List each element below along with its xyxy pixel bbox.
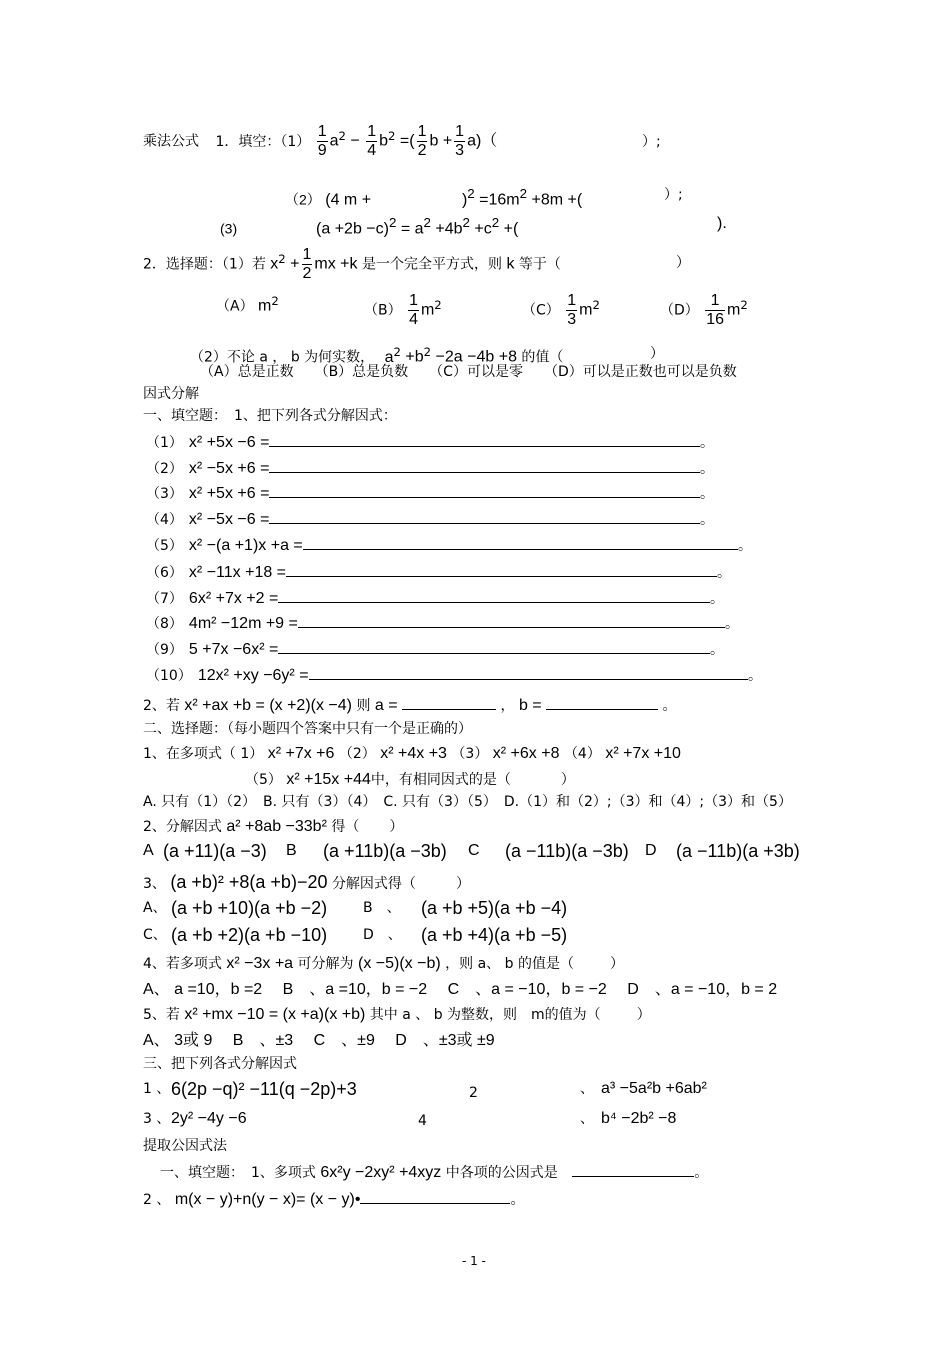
math-expr: x² +7x +10 [605,745,681,762]
q1-2-label: （2） [285,191,321,208]
answer-blank[interactable] [309,665,748,680]
math-expr: (a +11b)(a −3b) [323,841,447,861]
q2-2-text: 的值（ [521,349,564,366]
period: 。 [738,538,752,554]
superscript: 2 [271,294,279,308]
choice-5 [143,1006,651,1024]
superscript: 2 [491,215,500,230]
q1-label: 1．填空：（1） [215,133,311,150]
item-label: （9） [146,642,183,658]
fraction: $\frac{1}{16}$ [706,292,725,328]
math-term: m [258,297,272,315]
math-expr: +c [474,220,492,238]
factor-row-2 [143,1110,763,1128]
math-term: m [579,301,593,319]
item-label: （3） [146,486,183,502]
option-label: （D） [660,302,699,319]
math-expr: (a +11)(a −3) [163,841,267,861]
period: 。 [717,565,731,581]
math-expr: x² +mx −10 = (x +a)(x +b) [184,1006,366,1023]
q1-2-line [285,185,582,209]
text: 中，有相同因式的是（ [370,772,511,788]
option-label: （C） [522,302,560,319]
fill-item [146,509,714,529]
math-expr: a² +8ab −33b² [226,818,327,835]
text: ） [560,772,575,788]
item-label: （6） [146,565,183,581]
choice-2-options [143,842,843,860]
choice-4 [143,955,624,973]
page-number: - 1 - [462,1254,486,1268]
fill-item [146,432,714,452]
choice-1b [245,771,575,789]
math-term: m [420,301,435,319]
math-expr: x² −5x −6 = [188,511,270,528]
answer-blank[interactable] [278,588,710,603]
text: ） [609,956,624,972]
fraction: $\frac{1}{2}$ [302,246,312,282]
text: ，则 a、 b 的值是（ [445,956,574,972]
q2-2-options: （A）总是正数 （B）总是负数 （C）可以是零 （D）可以是正数也可以是负数 [200,364,737,380]
answer-blank[interactable] [269,509,700,524]
text: （3） [451,746,489,762]
text: 。 [694,1165,709,1181]
text: （4） [563,746,601,762]
math-expr: +( [503,220,519,238]
option-label: C、 [143,927,167,943]
math-term: b + [429,132,453,150]
math-expr: mx +k [314,255,358,273]
fill-item [146,562,731,582]
option-label: A、 [143,900,167,916]
math-term: a)（ [467,132,498,150]
fill-item [146,535,752,555]
text: 2、分解因式 [143,819,222,835]
q2-2-end: ） [650,346,664,362]
fraction: $\frac{1}{3}$ [567,292,577,328]
fill-q2 [143,695,677,715]
choice-5-options: A、 3或 9 B 、±3 C 、±9 D 、±3或 ±9 [143,1032,495,1049]
part3-heading: 三、把下列各式分解因式 [143,1056,297,1072]
math-expr: a³ −5a²b +6ab² [601,1080,707,1097]
option-label: （A） [216,298,254,315]
superscript: 2 [462,215,470,230]
superscript: 2 [423,215,431,230]
q2-line [143,246,561,283]
period: 。 [700,461,714,477]
math-term: m [727,301,741,319]
math-expr: x² +ax +b = (x +2)(x −4) [184,697,352,714]
factor-row-1 [143,1079,763,1101]
period: 。 [725,616,739,632]
math-expr: (a +b +10)(a +b −2) [171,898,328,918]
math-expr: b⁴ −2b² −8 [601,1110,677,1127]
q2-option-d [660,292,748,329]
math-expr: = a [400,220,424,238]
item-label: （4） [146,512,183,528]
q2-text: 是一个完全平方式，则 [361,256,502,273]
text: 。 [662,698,677,714]
answer-blank[interactable] [360,1189,510,1204]
text: 一、填空题： 1、多项式 [160,1165,316,1181]
answer-blank[interactable] [572,1162,694,1177]
math-expr: 6(2p −q)² −11(q −2p)+3 [171,1079,357,1099]
item-label: 3 、 [143,1111,171,1127]
q1-1-end: ）; [642,134,661,150]
item-label: 2 [469,1085,478,1101]
text: ） [455,876,470,892]
period: 。 [710,642,724,658]
part2-heading: 二、选择题：（每小题四个答案中只有一个是正确的） [143,721,472,737]
q1-3-label: (3) [220,220,238,237]
math-expr: 6x²y −2xy² +4xyz [320,1164,442,1181]
math-expr: 12x² +xy −6y² = [197,667,309,684]
math-expr: x² +5x −6 = [188,434,270,451]
text: 5、若 [143,1007,180,1023]
math-expr: 4m² −12m +9 = [188,615,298,632]
item-label: （5） [146,538,183,554]
text: （2） [338,746,376,762]
math-expr: −2a −4b +8 [435,348,517,366]
math-term: a [384,348,394,366]
answer-blank[interactable] [269,483,700,498]
item-label: 1 、 [143,1081,171,1097]
fraction: $\frac{1}{2}$ [417,123,427,159]
period: 。 [710,591,724,607]
math-expr: (a +b +5)(a +b −4) [421,898,568,918]
math-term: k [506,255,515,273]
math-expr: (a +b)² +8(a +b)−20 [170,872,328,892]
superscript: 2 [388,215,397,230]
option-label: C [468,842,480,859]
option-label: A [143,842,154,859]
math-expr: a = [374,697,398,714]
fraction: $\frac{1}{4}$ [409,292,418,328]
superscript: 2 [434,297,442,312]
option-label: B [286,842,297,859]
item-label: （8） [146,616,183,632]
option-label: D [645,842,657,859]
text: （5） [245,772,282,788]
math-expr: x² −5x +6 = [188,460,270,477]
math-expr: x² −3x +a [226,955,294,972]
superscript: 2 [388,128,396,143]
text: 2、若 [143,698,180,714]
period: 。 [700,435,714,451]
section-title-factorization: 因式分解 [143,386,199,402]
period: 。 [700,512,714,528]
math-expr: ) [461,191,468,209]
period: 。 [700,486,714,502]
q2-text: 等于（ [518,256,561,273]
text: 2 、 [143,1192,171,1208]
option-label: D 、 [363,927,402,943]
math-op: + [290,255,300,273]
text: ， [500,698,515,714]
math-expr: +8m +( [531,191,583,209]
math-term: +b [405,348,424,366]
q2-option-a [216,292,279,316]
math-expr: 2y² −4y −6 [171,1110,247,1127]
cf-q2 [143,1189,524,1209]
math-expr: (a −11b)(a +3b) [676,841,800,861]
math-expr: m(x − y)+n(y − x)= (x − y)• [174,1191,361,1208]
choice-1-options: A. 只有（1）（2） B. 只有（3）（4） C. 只有（3）（5） D.（1）和（2）;（3）和（4）;（3）和（5） [143,794,792,810]
fraction: $\frac{1}{9}$ [317,123,327,159]
option-label: （B） [364,302,402,319]
choice-2 [143,818,403,836]
item-label: 、 [580,1111,594,1127]
text: 其中 a 、 b 为整数，则 m的值为（ [369,1007,601,1023]
superscript: 2 [740,297,748,312]
answer-blank[interactable] [278,639,710,654]
text: 可分解为 [297,956,354,972]
answer-blank[interactable] [286,562,717,577]
math-expr: x² −11x +18 = [188,564,287,581]
math-term: b [379,132,389,150]
q2-option-b [364,292,442,329]
math-expr: (a −11b)(a −3b) [505,841,629,861]
math-op: − [350,132,360,150]
text: 1、在多项式（ 1） [143,746,264,762]
math-expr: (a +b +2)(a +b −10) [171,925,328,945]
item-label: （2） [146,461,183,477]
cf-q1 [160,1162,708,1182]
math-expr: b = [518,697,542,714]
answer-blank[interactable] [269,458,700,473]
text: 4、若多项式 [143,956,222,972]
text: 3、 [143,876,166,892]
item-label: 、 [580,1081,594,1097]
option-label: B 、 [363,900,401,916]
math-term: x [270,255,279,273]
fill-item [146,639,724,659]
q2-label: 2．选择题：（1）若 [143,256,266,273]
text: 中各项的公因式是 [445,1165,558,1181]
answer-blank[interactable] [269,432,700,447]
math-op: =( [399,132,415,150]
choice-3-options-ab [143,899,743,917]
math-expr: x² +15x +44 [286,771,371,788]
q1-3-end: ). [717,215,727,232]
item-label: （1） [146,435,183,451]
choice-3 [143,873,470,893]
superscript: 2 [338,128,346,143]
math-expr: (x −5)(x −b) [357,955,441,972]
math-expr: (4 m + [325,191,372,209]
answer-blank-b[interactable] [546,695,658,710]
math-expr: x² +6x +8 [492,745,560,762]
math-expr: +4b [435,220,463,238]
text: 。 [510,1192,525,1208]
answer-blank[interactable] [298,613,725,628]
q2-2-text: （2）不论 a ， b 为何实数， [190,349,375,366]
part1-heading: 一、填空题： 1、把下列各式分解因式： [143,408,397,424]
math-expr: x² +5x +6 = [188,485,270,502]
text: 则 [356,698,371,714]
q2-option-c [522,292,600,329]
answer-blank-a[interactable] [402,695,496,710]
math-term: a [329,132,339,150]
choice-1 [143,745,681,763]
answer-blank[interactable] [303,535,738,550]
item-label: 4 [418,1113,427,1129]
text: 得（ [331,819,360,835]
section-title-multiplication: 乘法公式 [143,133,199,150]
q1-1-line [143,123,497,160]
math-expr: =16m [479,191,520,209]
q1-3-line [220,214,518,238]
math-expr: 5 +7x −6x² = [188,641,279,658]
fraction: $\frac{1}{3}$ [455,123,465,159]
superscript: 2 [467,186,475,201]
math-expr: x² +7x +6 [267,745,335,762]
math-expr: x² −(a +1)x +a = [188,537,303,554]
fill-item [146,458,714,478]
item-label: （7） [146,591,183,607]
section-title-common-factor: 提取公因式法 [143,1138,227,1154]
superscript: 2 [519,186,528,201]
superscript: 2 [393,345,401,359]
fill-item [146,588,724,608]
choice-4-options: A、 a =10，b =2 B 、a =10，b = −2 C 、a = −10，b = −2 D 、a = −10，b = 2 [143,981,778,998]
period: 。 [748,668,762,684]
fraction: $\frac{1}{4}$ [367,123,377,159]
math-expr: x² +4x +3 [380,745,447,762]
fill-item [146,613,739,633]
math-expr: (a +2b −c) [316,220,389,238]
fill-item [146,665,762,685]
q2-end: ） [676,255,690,271]
math-expr: (a +b +4)(a +b −5) [421,925,568,945]
superscript: 2 [278,251,286,266]
superscript: 2 [592,297,600,312]
superscript: 2 [423,345,432,359]
fill-item [146,483,714,503]
choice-3-options-cd [143,926,743,944]
text: 分解因式得（ [331,876,416,892]
item-label: （10） [146,668,192,684]
text: ） [636,1007,651,1023]
math-expr: 6x² +7x +2 = [188,590,279,607]
q1-2-end: ）; [664,187,683,203]
text: ） [389,819,404,835]
